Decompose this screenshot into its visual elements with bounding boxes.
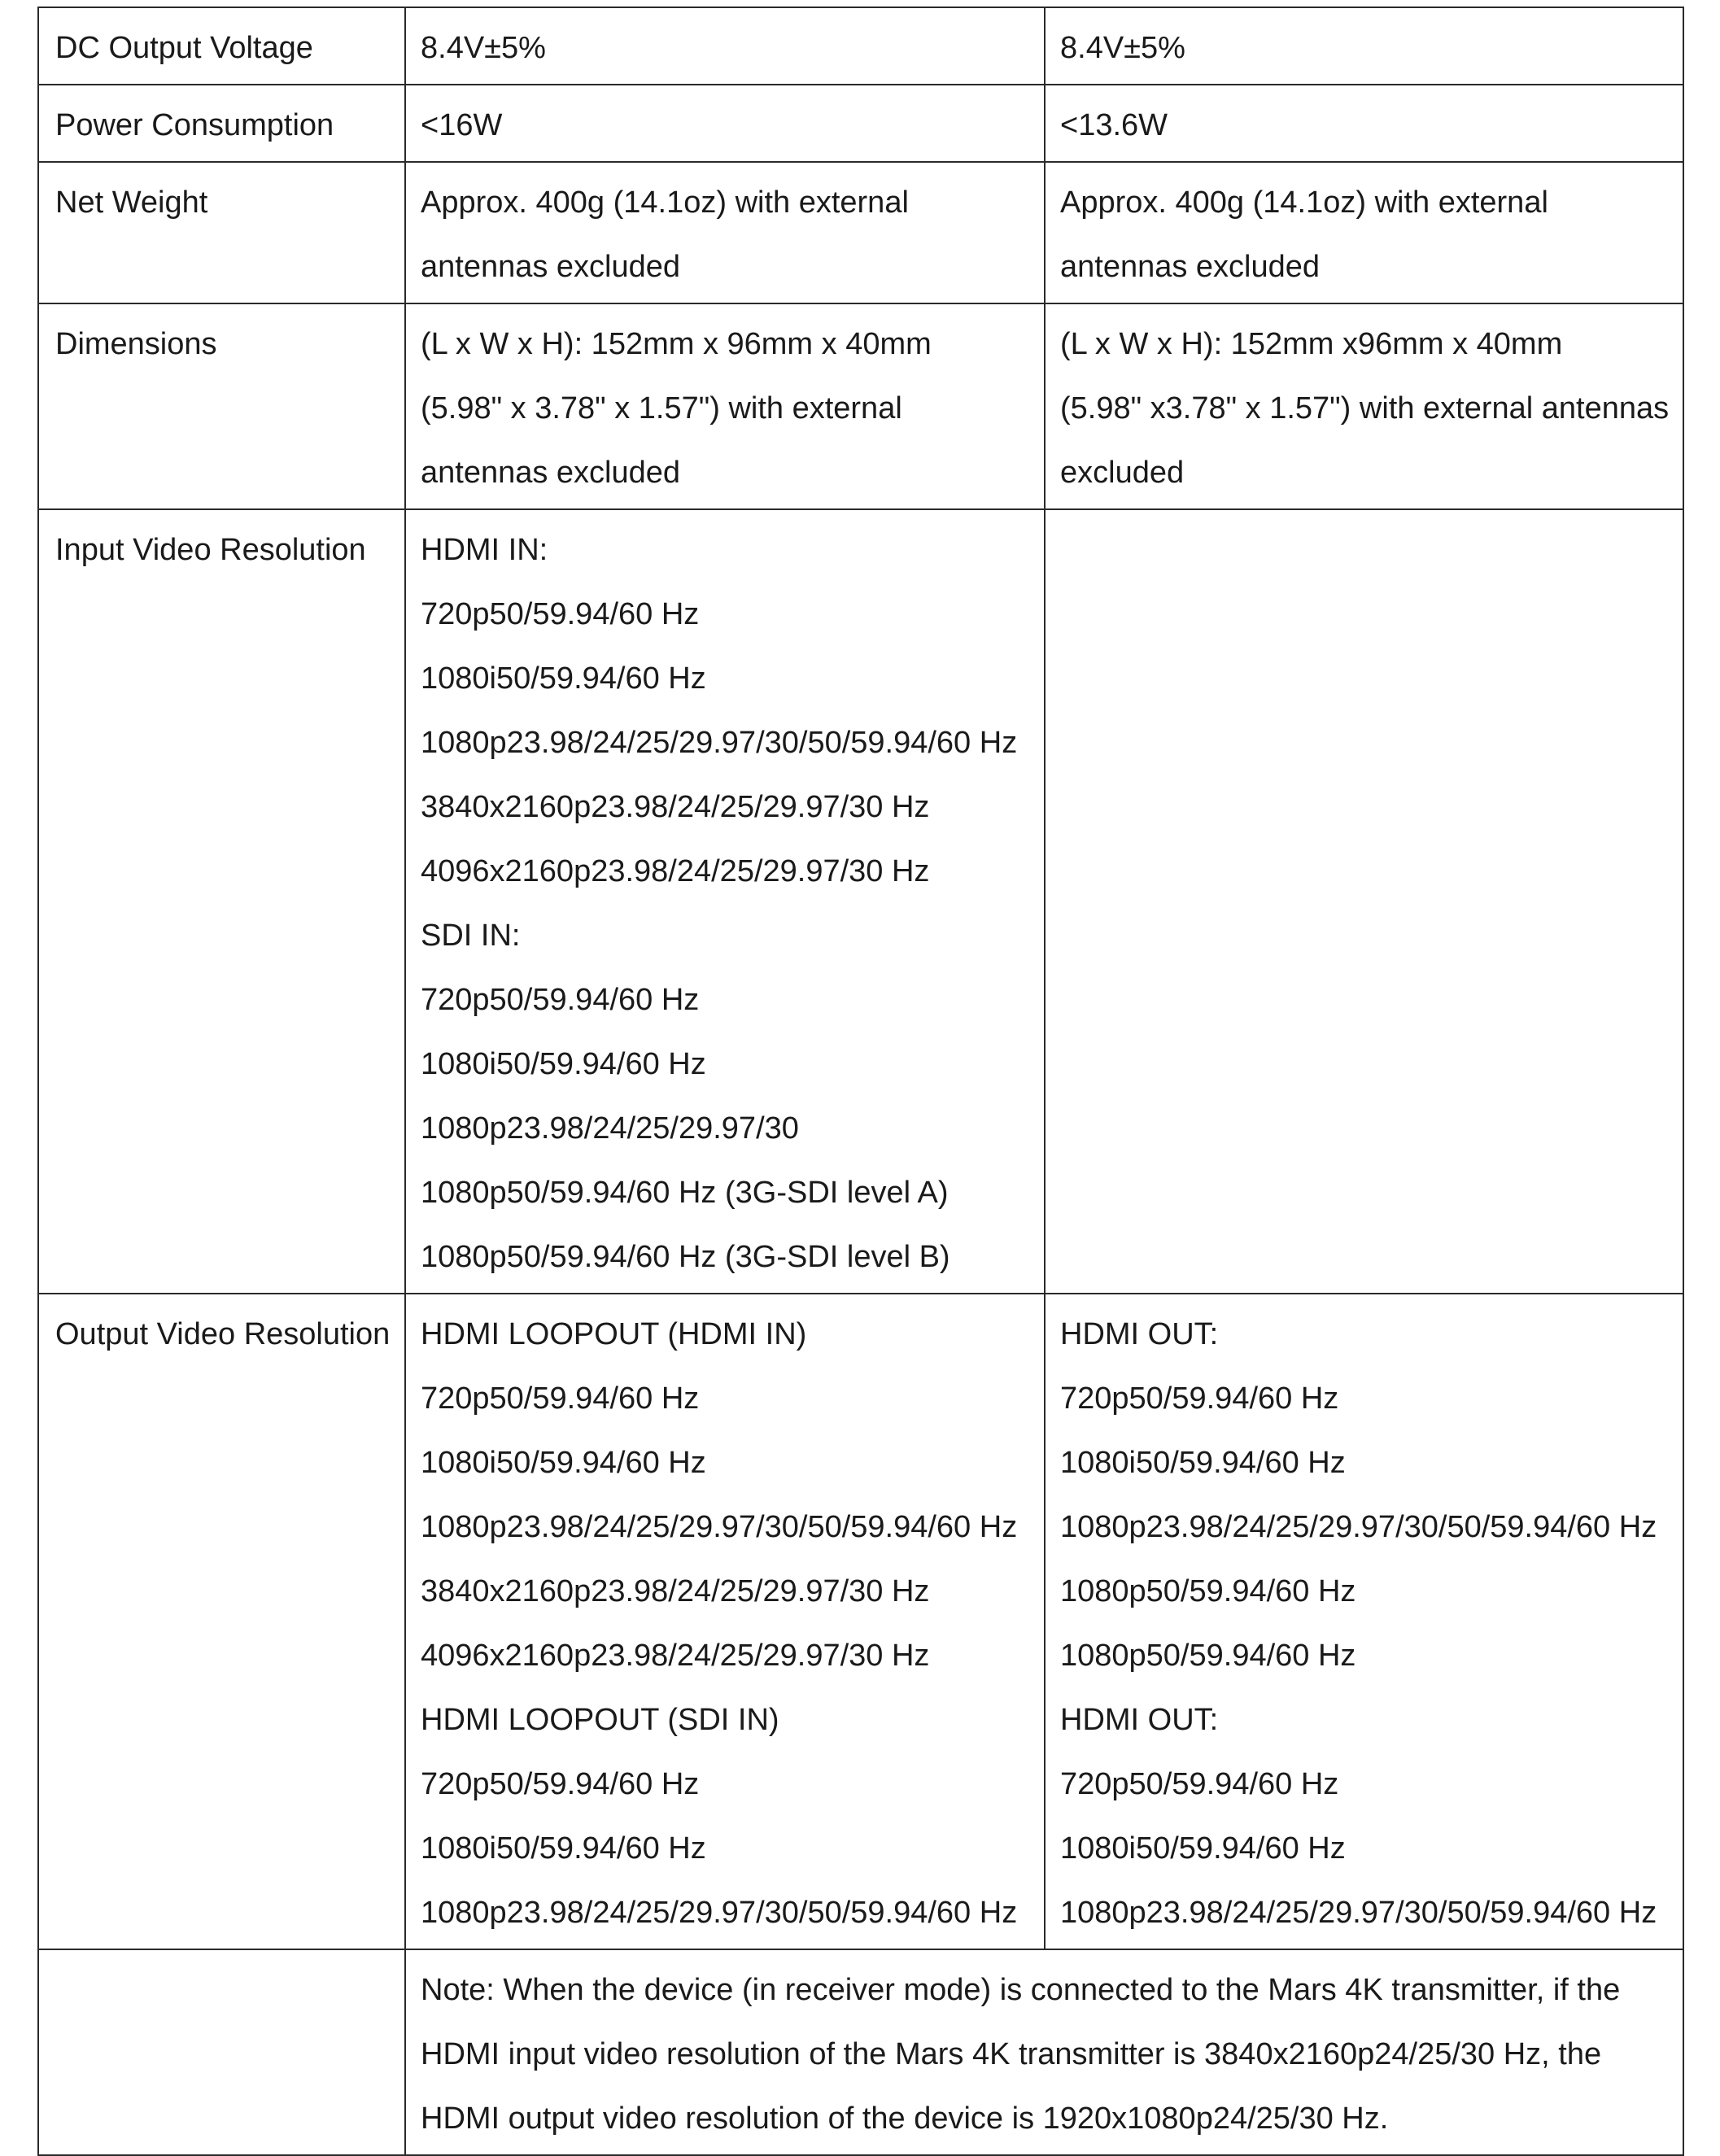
table-row-net-weight — [38, 162, 1683, 303]
spec-line: HDMI OUT: — [1060, 1703, 1219, 1737]
spec-line: 720p50/59.94/60 Hz — [1060, 1381, 1339, 1416]
row-label-text: DC Output Voltage — [55, 31, 313, 65]
row-label-text: Dimensions — [55, 327, 217, 361]
spec-line: (L x W x H): 152mm x96mm x 40mm — [1060, 327, 1563, 361]
spec-line: 720p50/59.94/60 Hz — [421, 1767, 700, 1801]
spec-value-cell — [405, 7, 1045, 85]
spec-line: 1080p50/59.94/60 Hz — [1060, 1574, 1356, 1608]
spec-line: HDMI LOOPOUT (SDI IN) — [421, 1703, 779, 1737]
spec-line: 1080p23.98/24/25/29.97/30/50/59.94/60 Hz — [421, 726, 1018, 760]
spec-line: 720p50/59.94/60 Hz — [421, 597, 700, 631]
note-line: HDMI output video resolution of the device is 1920x1080p24/25/30 Hz. — [421, 2101, 1389, 2136]
spec-value-cell — [1045, 162, 1683, 303]
spec-value-cell — [1045, 7, 1683, 85]
spec-value-cell-empty — [1045, 509, 1683, 1294]
row-label-text: Net Weight — [55, 185, 208, 220]
spec-value-cell — [1045, 1294, 1683, 1949]
spec-line: 1080i50/59.94/60 Hz — [1060, 1831, 1346, 1866]
spec-line: (L x W x H): 152mm x 96mm x 40mm — [421, 327, 932, 361]
spec-line: 720p50/59.94/60 Hz — [421, 983, 700, 1017]
spec-value-cell — [1045, 303, 1683, 509]
spec-line: antennas excluded — [421, 456, 681, 490]
row-label — [38, 303, 405, 509]
row-label-text: Power Consumption — [55, 108, 334, 142]
spec-line: Approx. 400g (14.1oz) with external — [1060, 185, 1548, 220]
spec-line: 8.4V±5% — [1060, 31, 1185, 65]
spec-table — [37, 7, 1684, 2156]
spec-line: 1080i50/59.94/60 Hz — [421, 1446, 706, 1480]
spec-line: 1080p23.98/24/25/29.97/30/50/59.94/60 Hz — [1060, 1896, 1657, 1930]
spec-line: 1080p23.98/24/25/29.97/30 — [421, 1111, 799, 1146]
spec-line: 4096x2160p23.98/24/25/29.97/30 Hz — [421, 1639, 930, 1673]
row-label-text: Input Video Resolution — [55, 533, 366, 567]
row-label — [38, 1294, 405, 1949]
row-label — [38, 85, 405, 162]
spec-line: HDMI OUT: — [1060, 1317, 1219, 1351]
spec-line: 4096x2160p23.98/24/25/29.97/30 Hz — [421, 854, 930, 888]
spec-line: SDI IN: — [421, 919, 521, 953]
spec-line: 1080p23.98/24/25/29.97/30/50/59.94/60 Hz — [1060, 1510, 1657, 1544]
spec-value-cell — [405, 162, 1045, 303]
spec-line: <13.6W — [1060, 108, 1168, 142]
spec-line: 1080p50/59.94/60 Hz — [1060, 1639, 1356, 1673]
spec-line: 1080p23.98/24/25/29.97/30/50/59.94/60 Hz — [421, 1510, 1018, 1544]
row-label-text: Output Video Resolution — [55, 1317, 391, 1351]
spec-line: antennas excluded — [1060, 250, 1321, 284]
spec-line: 1080p23.98/24/25/29.97/30/50/59.94/60 Hz — [421, 1896, 1018, 1930]
spec-value-cell — [405, 303, 1045, 509]
row-label — [38, 162, 405, 303]
spec-value-cell — [405, 509, 1045, 1294]
spec-line: 1080i50/59.94/60 Hz — [421, 1047, 706, 1081]
spec-value-cell — [1045, 85, 1683, 162]
table-row-note — [38, 1949, 1683, 2155]
spec-line: 1080p50/59.94/60 Hz (3G-SDI level A) — [421, 1176, 949, 1210]
spec-line: 3840x2160p23.98/24/25/29.97/30 Hz — [421, 790, 930, 824]
spec-line: 720p50/59.94/60 Hz — [1060, 1767, 1339, 1801]
spec-line: HDMI IN: — [421, 533, 548, 567]
spec-line: 3840x2160p23.98/24/25/29.97/30 Hz — [421, 1574, 930, 1608]
spec-line: HDMI LOOPOUT (HDMI IN) — [421, 1317, 807, 1351]
spec-line: excluded — [1060, 456, 1185, 490]
spec-line: antennas excluded — [421, 250, 681, 284]
spec-line: 1080i50/59.94/60 Hz — [421, 661, 706, 696]
spec-line: 720p50/59.94/60 Hz — [421, 1381, 700, 1416]
table-row-dimensions — [38, 303, 1683, 509]
table-row-output-video-resolution — [38, 1294, 1683, 1949]
spec-value-cell — [405, 1294, 1045, 1949]
note-cell — [405, 1949, 1683, 2155]
note-line: HDMI input video resolution of the Mars 4K transmitter is 3840x2160p24/25/30 Hz, the — [421, 2037, 1602, 2071]
spec-line: Approx. 400g (14.1oz) with external — [421, 185, 909, 220]
spec-line: 8.4V±5% — [421, 31, 546, 65]
note-line: Note: When the device (in receiver mode) is connected to the Mars 4K transmitter, if the — [421, 1973, 1621, 2007]
row-label-empty — [38, 1949, 405, 2155]
spec-line: (5.98" x3.78" x 1.57") with external antennas — [1060, 391, 1670, 426]
row-label — [38, 509, 405, 1294]
spec-line: (5.98" x 3.78" x 1.57") with external — [421, 391, 902, 426]
spec-line: 1080i50/59.94/60 Hz — [421, 1831, 706, 1866]
table-row-input-video-resolution — [38, 509, 1683, 1294]
row-label — [38, 7, 405, 85]
spec-value-cell — [405, 85, 1045, 162]
spec-line: 1080i50/59.94/60 Hz — [1060, 1446, 1346, 1480]
spec-line: 1080p50/59.94/60 Hz (3G-SDI level B) — [421, 1240, 950, 1274]
spec-line: <16W — [421, 108, 503, 142]
table-row-dc-output-voltage — [38, 7, 1683, 85]
table-row-power-consumption — [38, 85, 1683, 162]
